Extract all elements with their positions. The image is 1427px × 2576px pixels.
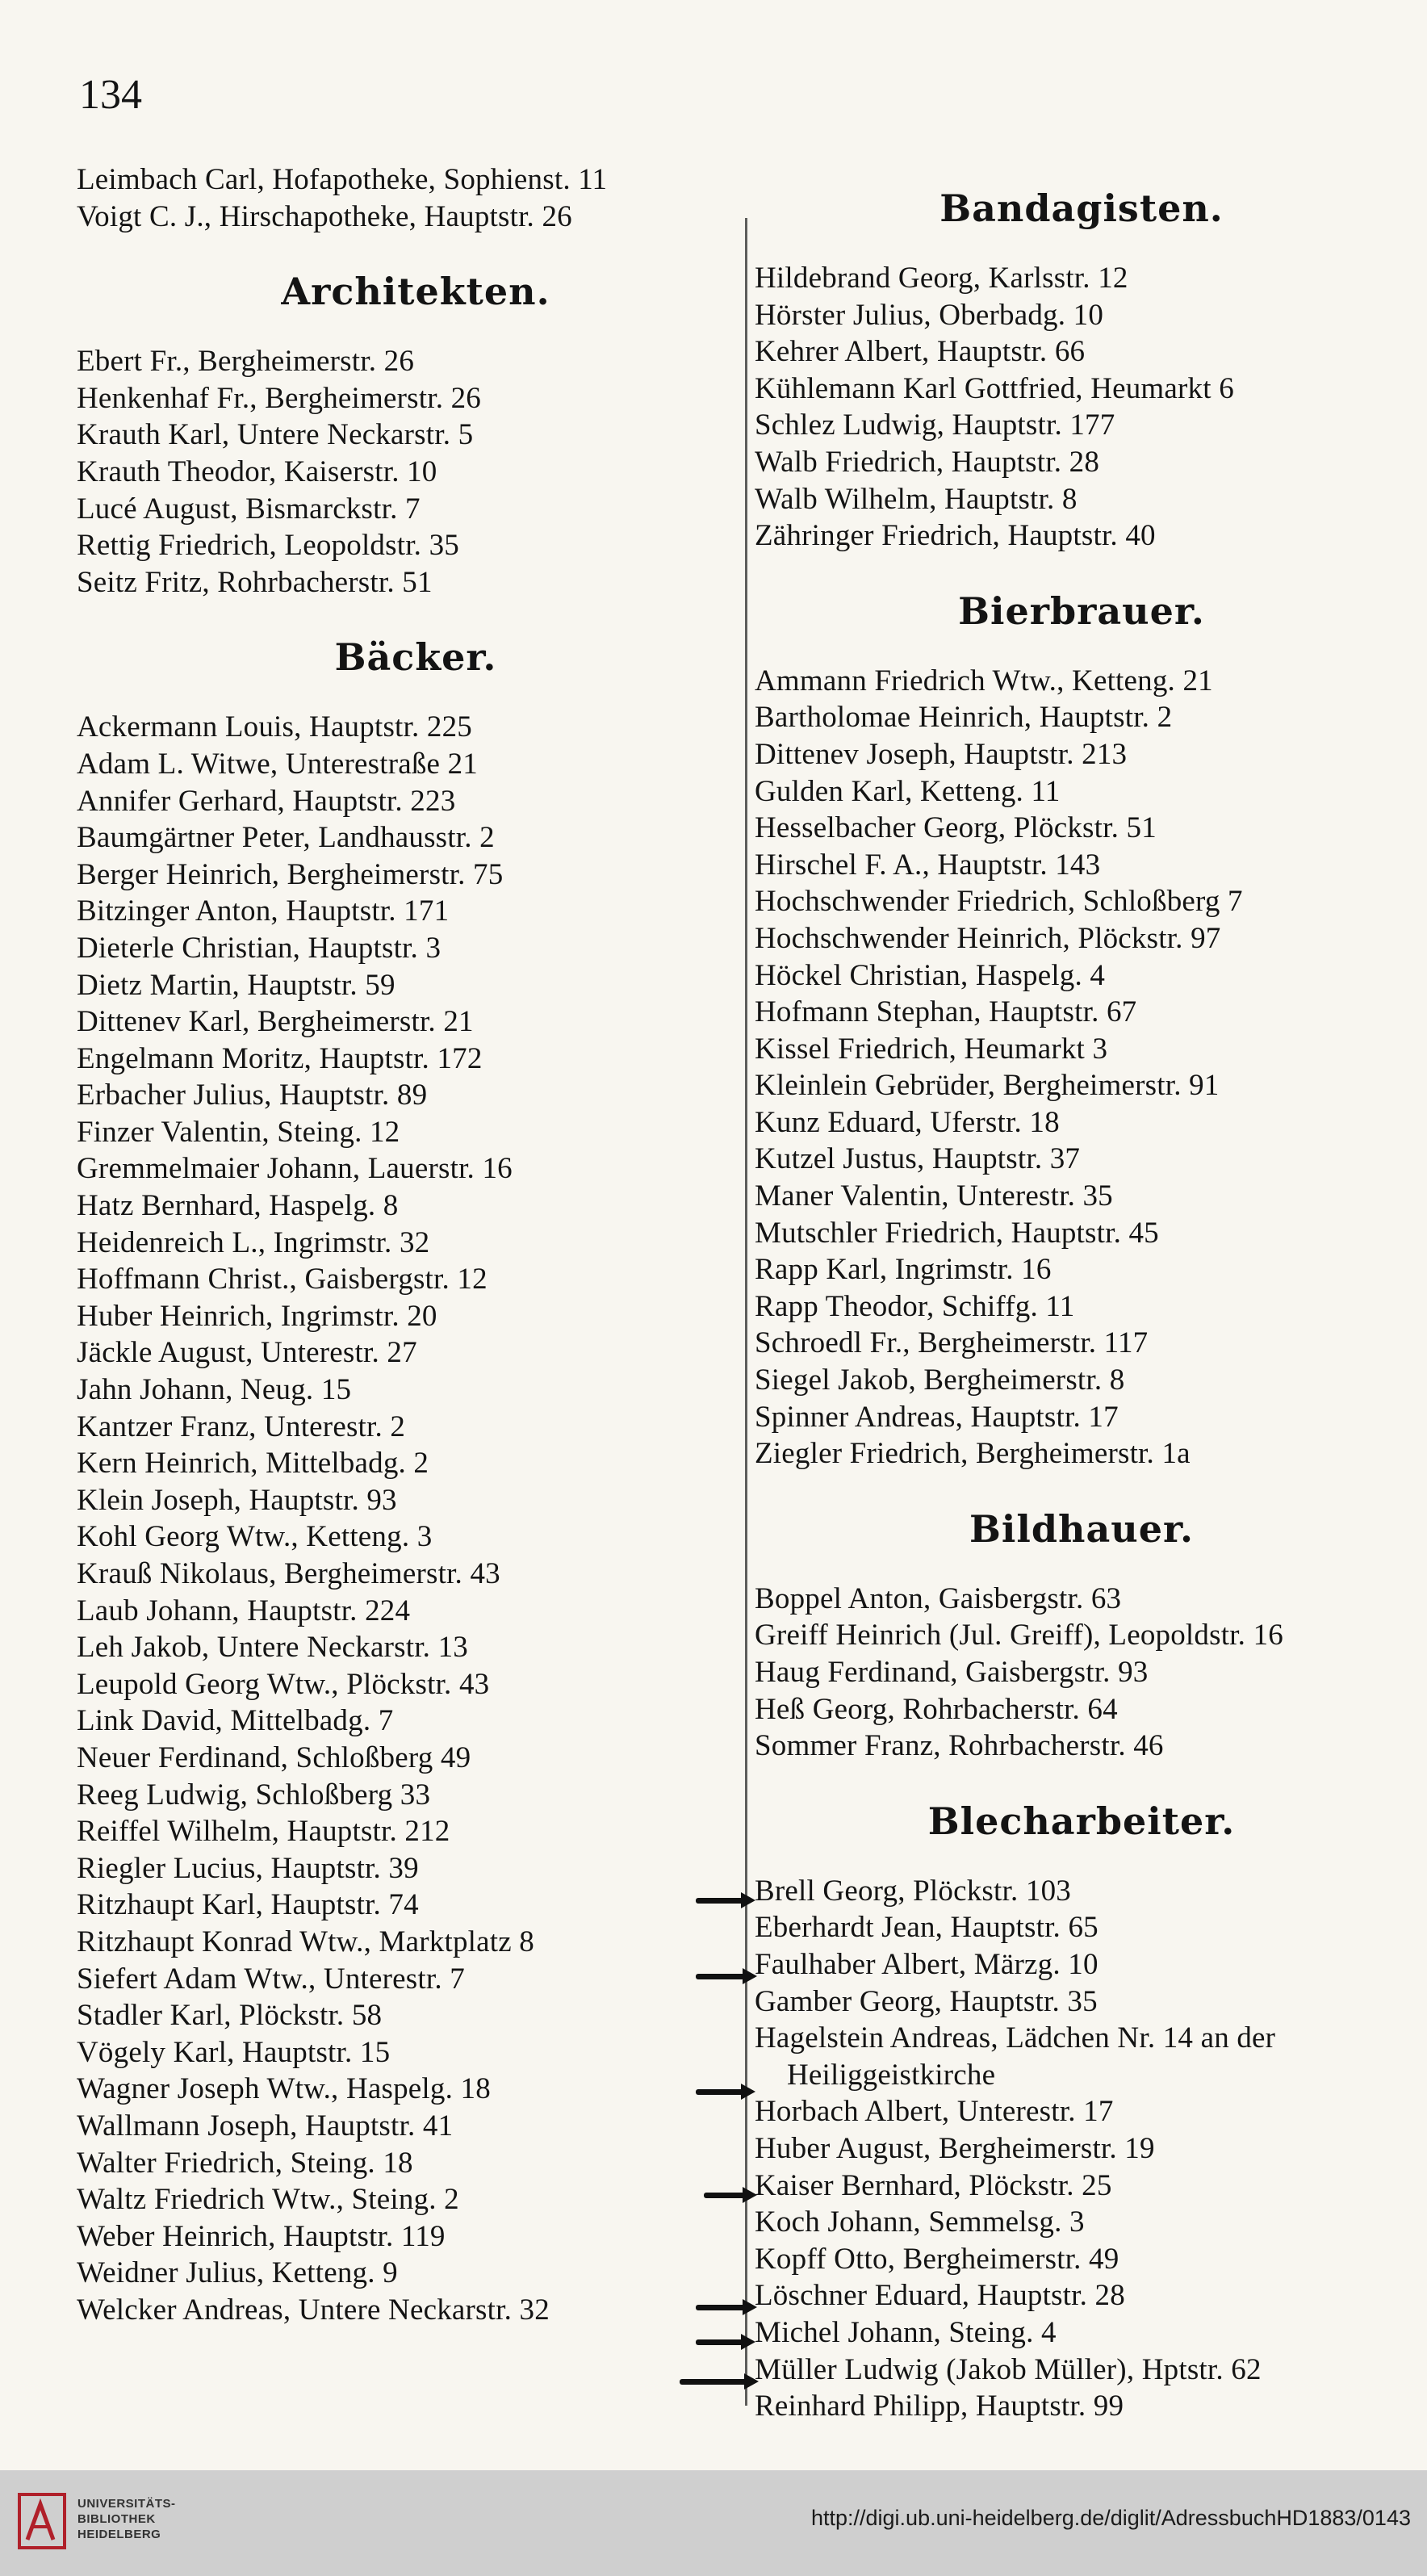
directory-entry: Dieterle Christian, Hauptstr. 3 — [77, 931, 441, 965]
directory-entry: Michel Johann, Steing. 4 — [755, 2315, 1057, 2349]
directory-entry: Berger Heinrich, Bergheimerstr. 75 — [77, 857, 504, 891]
logo-line-3: HEIDELBERG — [77, 2528, 161, 2541]
directory-entry: Leh Jakob, Untere Neckarstr. 13 — [77, 1631, 468, 1665]
directory-entry: Bitzinger Anton, Hauptstr. 171 — [77, 894, 450, 928]
directory-entry: Adam L. Witwe, Unterestraße 21 — [77, 747, 479, 781]
directory-entry: Bartholomae Heinrich, Hauptstr. 2 — [755, 701, 1173, 735]
directory-entry: Kunz Eduard, Uferstr. 18 — [755, 1105, 1060, 1139]
directory-entry: Walb Wilhelm, Hauptstr. 8 — [755, 482, 1078, 516]
directory-entry: Ritzhaupt Karl, Hauptstr. 74 — [77, 1888, 419, 1922]
directory-entry: Kehrer Albert, Hauptstr. 66 — [755, 335, 1086, 369]
directory-entry: Krauth Theodor, Kaiserstr. 10 — [77, 454, 437, 488]
margin-arrow-mark — [696, 2305, 746, 2310]
directory-entry: Dietz Martin, Hauptstr. 59 — [77, 968, 395, 1002]
library-logo-text — [77, 2496, 176, 2542]
margin-arrow-mark — [696, 2089, 744, 2095]
logo-line-2: BIBLIOTHEK — [77, 2512, 156, 2526]
directory-entry: Engelmann Moritz, Hauptstr. 172 — [77, 1041, 483, 1075]
left-column — [77, 161, 755, 2328]
directory-entry: Stadler Karl, Plöckstr. 58 — [77, 1999, 383, 2033]
directory-entry: Riegler Lucius, Hauptstr. 39 — [77, 1851, 419, 1885]
logo-line-1: UNIVERSITÄTS- — [77, 2497, 176, 2511]
directory-entry: Hoffmann Christ., Gaisbergstr. 12 — [77, 1263, 488, 1296]
directory-entry: Schlez Ludwig, Hauptstr. 177 — [755, 408, 1115, 442]
directory-entry: Kohl Georg Wtw., Ketteng. 3 — [77, 1520, 433, 1554]
directory-entry: Sommer Franz, Rohrbacherstr. 46 — [755, 1729, 1164, 1763]
directory-entry: Kopff Otto, Bergheimerstr. 49 — [755, 2242, 1119, 2276]
section-heading: Bierbrauer. — [958, 589, 1205, 633]
directory-entry: Reeg Ludwig, Schloßberg 33 — [77, 1778, 431, 1812]
page-number: 134 — [79, 72, 142, 118]
directory-entry: Leupold Georg Wtw., Plöckstr. 43 — [77, 1667, 490, 1701]
section-heading: Architekten. — [281, 270, 550, 314]
directory-entry: Dittenev Joseph, Hauptstr. 213 — [755, 737, 1128, 771]
directory-entry: Reinhard Philipp, Hauptstr. 99 — [755, 2390, 1124, 2423]
directory-entry: Hochschwender Friedrich, Schloßberg 7 — [755, 885, 1243, 919]
directory-entry: Baumgärtner Peter, Landhausstr. 2 — [77, 821, 495, 855]
directory-entry: Faulhaber Albert, Märzg. 10 — [755, 1947, 1098, 1981]
section-heading: Bildhauer. — [969, 1506, 1194, 1551]
directory-entry: Löschner Eduard, Hauptstr. 28 — [755, 2279, 1125, 2313]
library-logo-icon — [16, 2486, 68, 2556]
section-heading: Bäcker. — [334, 635, 497, 680]
directory-entry: Huber Heinrich, Ingrimstr. 20 — [77, 1299, 437, 1333]
directory-entry: Siefert Adam Wtw., Unterestr. 7 — [77, 1962, 465, 1996]
directory-entry: Heidenreich L., Ingrimstr. 32 — [77, 1225, 430, 1259]
margin-arrow-mark — [680, 2379, 747, 2385]
directory-entry: Hesselbacher Georg, Plöckstr. 51 — [755, 811, 1157, 845]
directory-entry: Ritzhaupt Konrad Wtw., Marktplatz 8 — [77, 1925, 535, 1958]
directory-entry: Jäckle August, Unterestr. 27 — [77, 1336, 417, 1370]
directory-entry: Seitz Fritz, Rohrbacherstr. 51 — [77, 565, 433, 599]
directory-entry: Zähringer Friedrich, Hauptstr. 40 — [755, 519, 1156, 553]
directory-entry: Eberhardt Jean, Hauptstr. 65 — [755, 1911, 1098, 1945]
directory-entry: Gremmelmaier Johann, Lauerstr. 16 — [77, 1152, 513, 1186]
directory-entry: Erbacher Julius, Hauptstr. 89 — [77, 1079, 428, 1112]
directory-entry: Leimbach Carl, Hofapotheke, Sophienst. 11 — [77, 163, 608, 196]
directory-entry: Kutzel Justus, Hauptstr. 37 — [755, 1142, 1081, 1176]
directory-entry: Haug Ferdinand, Gaisbergstr. 93 — [755, 1656, 1149, 1689]
margin-arrow-mark — [696, 2339, 744, 2345]
directory-entry: Krauth Karl, Untere Neckarstr. 5 — [77, 418, 474, 452]
directory-entry: Link David, Mittelbadg. 7 — [77, 1704, 394, 1738]
directory-entry: Krauß Nikolaus, Bergheimerstr. 43 — [77, 1557, 500, 1590]
directory-entry: Ebert Fr., Bergheimerstr. 26 — [77, 345, 415, 379]
footer-bar — [0, 2470, 1427, 2576]
directory-entry: Kaiser Bernhard, Plöckstr. 25 — [755, 2168, 1112, 2202]
directory-entry: Koch Johann, Semmelsg. 3 — [755, 2205, 1085, 2239]
directory-entry: Horbach Albert, Unterestr. 17 — [755, 2095, 1114, 2129]
directory-entry: Waltz Friedrich Wtw., Steing. 2 — [77, 2183, 459, 2217]
margin-arrow-mark — [696, 1898, 744, 1904]
directory-entry: Hildebrand Georg, Karlsstr. 12 — [755, 262, 1128, 295]
directory-entry: Jahn Johann, Neug. 15 — [77, 1373, 352, 1407]
directory-entry: Annifer Gerhard, Hauptstr. 223 — [77, 784, 456, 818]
directory-entry: Gamber Georg, Hauptstr. 35 — [755, 1984, 1098, 2018]
directory-entry: Ammann Friedrich Wtw., Ketteng. 21 — [755, 664, 1213, 697]
directory-entry: Hirschel F. A., Hauptstr. 143 — [755, 848, 1101, 882]
directory-entry: Laub Johann, Hauptstr. 224 — [77, 1594, 411, 1627]
directory-entry: Greiff Heinrich (Jul. Greiff), Leopoldstr. 16 — [755, 1619, 1283, 1652]
directory-entry: Neuer Ferdinand, Schloßberg 49 — [77, 1740, 471, 1774]
source-url[interactable]: http://digi.ub.uni-heidelberg.de/diglit/AdressbuchHD1883/0143 — [810, 2506, 1411, 2530]
directory-entry: Boppel Anton, Gaisbergstr. 63 — [755, 1581, 1122, 1615]
directory-entry: Schroedl Fr., Bergheimerstr. 117 — [755, 1326, 1149, 1360]
directory-entry: Huber August, Bergheimerstr. 19 — [755, 2131, 1155, 2165]
directory-entry: Dittenev Karl, Bergheimerstr. 21 — [77, 1005, 474, 1039]
directory-entry: Weber Heinrich, Hauptstr. 119 — [77, 2219, 446, 2253]
directory-entry: Wagner Joseph Wtw., Haspelg. 18 — [77, 2072, 491, 2106]
directory-entry: Ziegler Friedrich, Bergheimerstr. 1a — [755, 1437, 1191, 1471]
directory-entry: Ackermann Louis, Hauptstr. 225 — [77, 710, 472, 744]
directory-entry: Maner Valentin, Unterestr. 35 — [755, 1179, 1113, 1213]
directory-entry: Walter Friedrich, Steing. 18 — [77, 2146, 413, 2180]
directory-entry: Spinner Andreas, Hauptstr. 17 — [755, 1400, 1119, 1434]
directory-entry: Rettig Friedrich, Leopoldstr. 35 — [77, 529, 459, 563]
directory-entry: Brell Georg, Plöckstr. 103 — [755, 1874, 1071, 1908]
margin-arrow-mark — [696, 1974, 746, 1979]
directory-entry: Müller Ludwig (Jakob Müller), Hptstr. 62 — [755, 2352, 1262, 2386]
directory-entry: Hochschwender Heinrich, Plöckstr. 97 — [755, 921, 1221, 955]
directory-entry: Heiliggeistkirche — [787, 2058, 996, 2092]
directory-entry: Gulden Karl, Ketteng. 11 — [755, 774, 1061, 808]
directory-entry: Heß Georg, Rohrbacherstr. 64 — [755, 1692, 1118, 1726]
directory-entry: Kern Heinrich, Mittelbadg. 2 — [77, 1447, 429, 1481]
directory-entry: Hörster Julius, Oberbadg. 10 — [755, 298, 1104, 332]
directory-entry: Welcker Andreas, Untere Neckarstr. 32 — [77, 2293, 550, 2327]
directory-entry: Walb Friedrich, Hauptstr. 28 — [755, 445, 1100, 479]
section-heading: Blecharbeiter. — [927, 1799, 1236, 1843]
directory-entry: Siegel Jakob, Bergheimerstr. 8 — [755, 1363, 1125, 1397]
directory-entry: Reiffel Wilhelm, Hauptstr. 212 — [77, 1815, 450, 1849]
directory-entry: Wallmann Joseph, Hauptstr. 41 — [77, 2109, 454, 2142]
directory-entry: Hagelstein Andreas, Lädchen Nr. 14 an der — [755, 2021, 1276, 2055]
directory-entry: Weidner Julius, Ketteng. 9 — [77, 2256, 398, 2290]
directory-entry: Vögely Karl, Hauptstr. 15 — [77, 2035, 391, 2069]
directory-entry: Kantzer Franz, Unterestr. 2 — [77, 1409, 406, 1443]
directory-entry: Rapp Theodor, Schiffg. 11 — [755, 1289, 1075, 1323]
directory-entry: Höckel Christian, Haspelg. 4 — [755, 958, 1106, 992]
directory-entry: Hofmann Stephan, Hauptstr. 67 — [755, 995, 1137, 1029]
directory-entry: Lucé August, Bismarckstr. 7 — [77, 492, 421, 526]
directory-entry: Voigt C. J., Hirschapotheke, Hauptstr. 26 — [77, 199, 572, 233]
directory-entry: Henkenhaf Fr., Bergheimerstr. 26 — [77, 381, 482, 415]
directory-entry: Klein Joseph, Hauptstr. 93 — [77, 1483, 397, 1517]
directory-entry: Kühlemann Karl Gottfried, Heumarkt 6 — [755, 371, 1234, 405]
directory-entry: Rapp Karl, Ingrimstr. 16 — [755, 1253, 1052, 1287]
directory-entry: Mutschler Friedrich, Hauptstr. 45 — [755, 1216, 1159, 1250]
section-heading: Bandagisten. — [939, 186, 1224, 230]
directory-entry: Kleinlein Gebrüder, Bergheimerstr. 91 — [755, 1069, 1220, 1103]
right-column — [755, 161, 1408, 2425]
directory-entry: Kissel Friedrich, Heumarkt 3 — [755, 1032, 1108, 1066]
margin-arrow-mark — [704, 2193, 746, 2198]
directory-entry: Hatz Bernhard, Haspelg. 8 — [77, 1189, 399, 1223]
directory-entry: Finzer Valentin, Steing. 12 — [77, 1115, 400, 1149]
